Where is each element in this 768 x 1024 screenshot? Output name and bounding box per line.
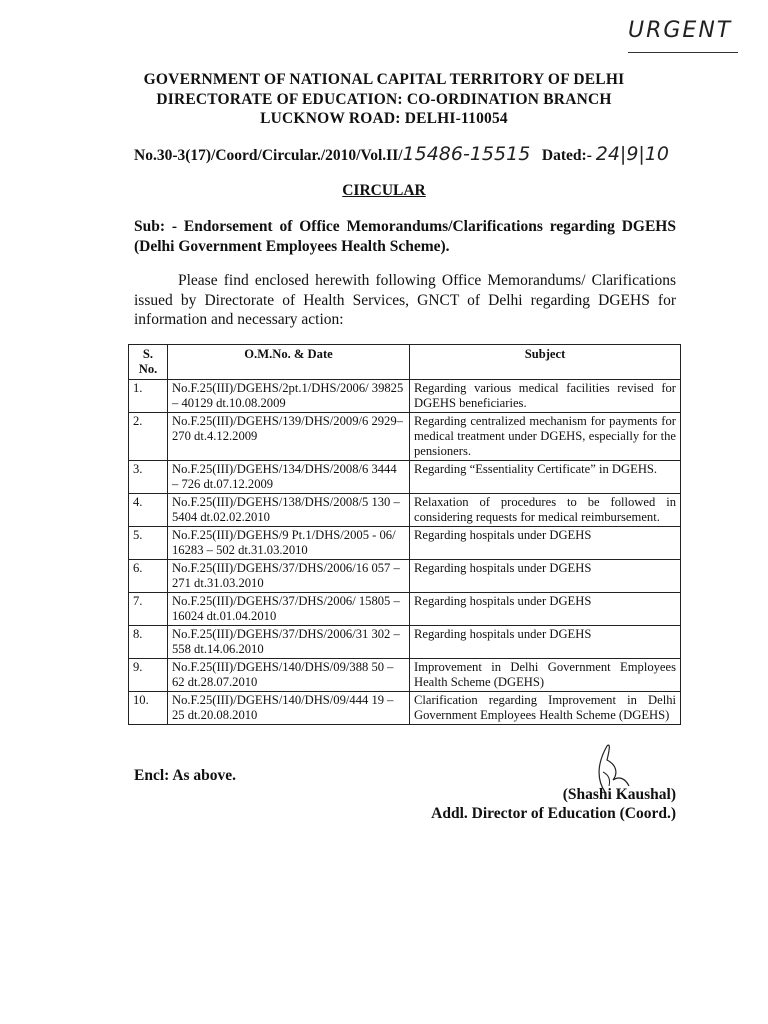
document-title: CIRCULAR xyxy=(342,182,426,199)
table-row xyxy=(129,692,681,725)
date-handwritten: 24|9|10 xyxy=(595,143,669,165)
cell-om-no: No.F.25(III)/DGEHS/140/DHS/09/388 50 – 62 dt.28.07.2010 xyxy=(168,659,410,692)
table-row xyxy=(129,659,681,692)
cell-om-no: No.F.25(III)/DGEHS/138/DHS/2008/5 130 – 5404 dt.02.02.2010 xyxy=(168,494,410,527)
cell-subject: Improvement in Delhi Government Employees Health Scheme (DGEHS) xyxy=(410,659,681,692)
signatory-name: (Shashi Kaushal) xyxy=(562,786,676,803)
table-row xyxy=(129,461,681,494)
table-row xyxy=(129,560,681,593)
memorandum-table xyxy=(128,344,681,725)
cell-sno: 7. xyxy=(129,593,168,626)
cell-sno: 1. xyxy=(129,380,168,413)
cell-om-no: No.F.25(III)/DGEHS/139/DHS/2009/6 2929–270 dt.4.12.2009 xyxy=(168,413,410,461)
cell-subject: Regarding various medical facilities revised for DGEHS beneficiaries. xyxy=(410,380,681,413)
cell-subject: Regarding “Essentiality Certificate” in DGEHS. xyxy=(410,461,681,494)
reference-line xyxy=(134,143,694,171)
cell-sno: 2. xyxy=(129,413,168,461)
header-line-directorate: DIRECTORATE OF EDUCATION: CO-ORDINATION BRANCH xyxy=(156,91,612,108)
column-header-sno: S. No. xyxy=(129,345,168,380)
body-paragraph: Please find enclosed herewith following Office Memorandums/ Clarifications issued by Directorate of Health Services, GNCT of Delhi regarding DGEHS for information and necessary action: xyxy=(134,272,676,328)
cell-subject: Regarding centralized mechanism for payments for medical treatment under DGEHS, especially for the pensioners. xyxy=(410,413,681,461)
cell-om-no: No.F.25(III)/DGEHS/37/DHS/2006/31 302 – 558 dt.14.06.2010 xyxy=(168,626,410,659)
table-row xyxy=(129,527,681,560)
table-header-row xyxy=(129,345,681,380)
cell-sno: 3. xyxy=(129,461,168,494)
cell-sno: 4. xyxy=(129,494,168,527)
cell-sno: 9. xyxy=(129,659,168,692)
cell-subject: Regarding hospitals under DGEHS xyxy=(410,593,681,626)
cell-om-no: No.F.25(III)/DGEHS/2pt.1/DHS/2006/ 39825 – 40129 dt.10.08.2009 xyxy=(168,380,410,413)
column-header-subject: Subject xyxy=(410,345,681,380)
header-line-government: GOVERNMENT OF NATIONAL CAPITAL TERRITORY OF DELHI xyxy=(143,71,625,88)
cell-sno: 10. xyxy=(129,692,168,725)
reference-number-handwritten: 15486-15515 xyxy=(402,143,531,165)
cell-sno: 8. xyxy=(129,626,168,659)
table-row xyxy=(129,494,681,527)
signatory-designation: Addl. Director of Education (Coord.) xyxy=(431,805,676,822)
cell-subject: Regarding hospitals under DGEHS xyxy=(410,560,681,593)
cell-om-no: No.F.25(III)/DGEHS/9 Pt.1/DHS/2005 - 06/ 16283 – 502 dt.31.03.2010 xyxy=(168,527,410,560)
cell-sno: 5. xyxy=(129,527,168,560)
enclosure-note: Encl: As above. xyxy=(134,767,237,784)
cell-subject: Regarding hospitals under DGEHS xyxy=(410,626,681,659)
reference-number: No.30-3(17)/Coord/Circular./2010/Vol.II/ xyxy=(134,147,403,164)
cell-subject: Relaxation of procedures to be followed in considering requests for medical reimbursement. xyxy=(410,494,681,527)
table-row xyxy=(129,413,681,461)
urgent-stamp: URGENT xyxy=(628,18,738,53)
table-row xyxy=(129,626,681,659)
cell-subject: Regarding hospitals under DGEHS xyxy=(410,527,681,560)
cell-om-no: No.F.25(III)/DGEHS/37/DHS/2006/ 15805 – 16024 dt.01.04.2010 xyxy=(168,593,410,626)
cell-sno: 6. xyxy=(129,560,168,593)
header-line-address: LUCKNOW ROAD: DELHI-110054 xyxy=(260,110,508,127)
cell-om-no: No.F.25(III)/DGEHS/134/DHS/2008/6 3444 – 726 dt.07.12.2009 xyxy=(168,461,410,494)
cell-om-no: No.F.25(III)/DGEHS/37/DHS/2006/16 057 – 271 dt.31.03.2010 xyxy=(168,560,410,593)
cell-subject: Clarification regarding Improvement in Delhi Government Employees Health Scheme (DGEHS) xyxy=(410,692,681,725)
column-header-om-no: O.M.No. & Date xyxy=(168,345,410,380)
table-row xyxy=(129,593,681,626)
cell-om-no: No.F.25(III)/DGEHS/140/DHS/09/444 19 – 25 dt.20.08.2010 xyxy=(168,692,410,725)
table-row xyxy=(129,380,681,413)
subject-line: Sub: - Endorsement of Office Memorandums/Clarifications regarding DGEHS (Delhi Government Employees Health Scheme). xyxy=(134,218,676,255)
dated-label: Dated:- xyxy=(541,147,592,164)
